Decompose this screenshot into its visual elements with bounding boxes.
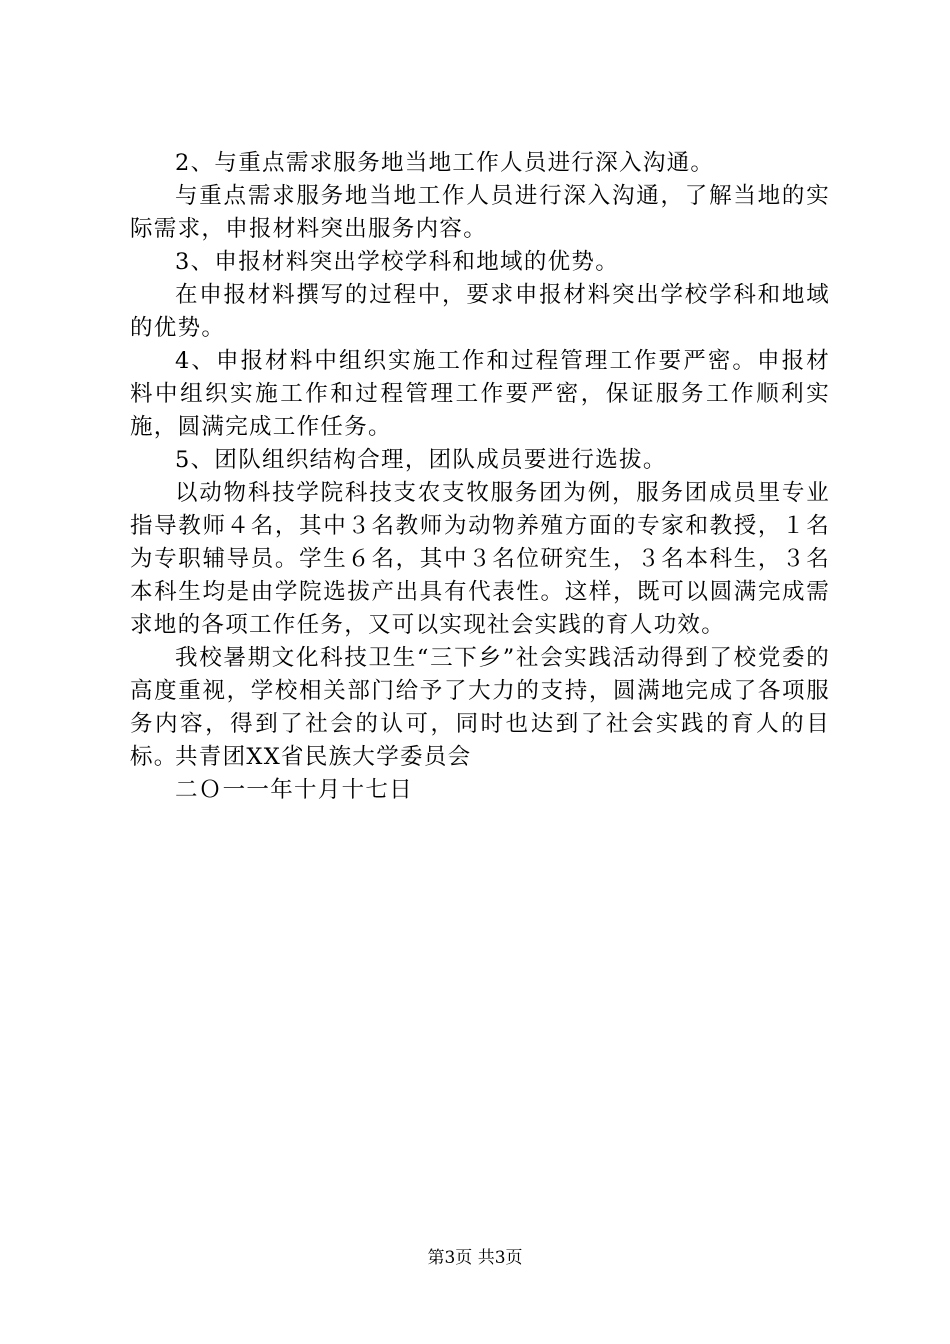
section-heading-4: 4、申报材料中组织实施工作和过程管理工作要严密。申报材料中组织实施工作和过程管理工作要严密，保证服务工作顺利实施，圆满完成工作任务。 (130, 348, 830, 440)
signature-date: 二Ｏ一一年十月十七日 (175, 777, 414, 803)
body-paragraph-team-example: 以动物科技学院科技支农支牧服务团为例，服务团成员里专业指导教师４名，其中３名教师为动物养殖方面的专家和教授，１名为专职辅导员。学生６名，其中３名位研究生，３名本科生，３名本科生均是由学院选拔产出具有代表性。这样，既可以圆满完成需求地的各项工作任务，又可以实现社会实践的育人功效。 (130, 480, 830, 638)
body-paragraph-advantages: 在申报材料撰写的过程中，要求申报材料突出学校学科和地域的优势。 (130, 282, 830, 341)
section-heading-5: 5、团队组织结构合理，团队成员要进行选拔。 (175, 447, 667, 473)
body-paragraph-summary: 我校暑期文化科技卫生“三下乡”社会实践活动得到了校党委的高度重视，学校相关部门给予了大力的支持，圆满地完成了各项服务内容，得到了社会的认可，同时也达到了社会实践的育人的目标。 (130, 645, 830, 770)
section-heading-3: 3、申报材料突出学校学科和地域的优势。 (175, 249, 620, 275)
section-heading-2: 2、与重点需求服务地当地工作人员进行深入沟通。 (175, 150, 715, 176)
signature-organization: 共青团XX省民族大学委员会 (175, 744, 472, 770)
page-footer: 第3页 共3页 (427, 1248, 523, 1268)
body-paragraph-communication: 与重点需求服务地当地工作人员进行深入沟通，了解当地的实际需求，申报材料突出服务内容。 (130, 183, 830, 242)
